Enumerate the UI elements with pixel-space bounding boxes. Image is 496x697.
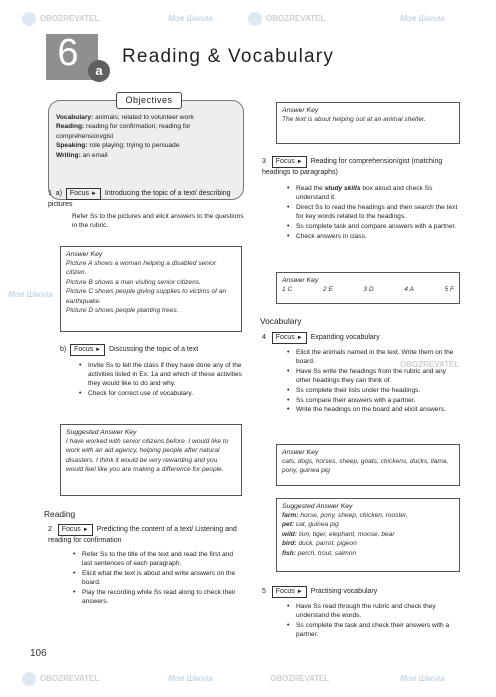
- focus-label: Focus ►: [272, 332, 307, 344]
- answer-key-title: Suggested Answer Key: [282, 503, 353, 510]
- answer-key-title: Answer Key: [282, 449, 319, 456]
- answer-value: 3 D: [363, 286, 374, 293]
- list-item: • Write the headings on the board and elicit answers.: [296, 405, 458, 414]
- answer-key-title: Answer Key: [282, 107, 319, 114]
- watermark-logo-icon: [248, 12, 262, 26]
- suggested-answer-key-box: [60, 424, 242, 496]
- exercise-1b-heading: b) Focus ► Discussing the topic of a text: [60, 344, 250, 356]
- watermark-text: Моя Школа: [400, 14, 445, 23]
- answer-key-row: pet: cat, guinea pig: [282, 521, 339, 529]
- list-item: • Ss complete the task and check their answers with a partner.: [296, 621, 458, 639]
- exercise-2-heading: 2 Focus ► Predicting the content of a text/ Listening and reading for confirmation: [48, 526, 237, 544]
- watermark-logo-icon: [22, 672, 36, 686]
- exercise-4-bullets: [286, 348, 458, 415]
- exercise-1b-bullets: [78, 361, 242, 399]
- answer-key-title: Answer Key: [282, 277, 319, 284]
- list-item: • Elicit the animals named in the text. Write them on the board.: [296, 348, 458, 366]
- watermark-text: Моя Школа: [168, 674, 213, 683]
- exercise-2-bullets: [72, 550, 244, 607]
- section-heading-vocabulary: Vocabulary: [260, 316, 302, 326]
- page-title: Reading & Vocabulary: [122, 46, 335, 67]
- objective-row: Reading: reading for confirmation; reading for comprehension/gist: [56, 123, 191, 140]
- arrow-right-icon: ►: [95, 347, 102, 353]
- list-item: • Check for correct use of vocabulary.: [88, 389, 242, 398]
- answer-key-values: [282, 285, 454, 294]
- answer-key-row: fish: perch, trout, salmon: [282, 549, 357, 557]
- answer-key-line: Picture D shows people planting trees.: [66, 307, 179, 315]
- watermark-text: OBOZREVATEL: [40, 14, 100, 23]
- list-item: • Ss compare their answers with a partner.: [296, 396, 458, 405]
- watermark-text: OBOZREVATEL: [40, 674, 100, 683]
- answer-key-row: farm: horse, pony, sheep, chicken, rooster,: [282, 512, 408, 519]
- arrow-right-icon: ►: [296, 159, 303, 165]
- list-item: • Play the recording while Ss read along to check their answers.: [82, 588, 244, 606]
- answer-value: 1 C: [282, 286, 293, 293]
- watermark-text: OBOZREVATEL: [400, 360, 460, 369]
- arrow-right-icon: ►: [296, 589, 303, 595]
- answer-key-row: wild: lion, tiger, elephant, moose, bear: [282, 530, 395, 538]
- focus-label: Focus ►: [70, 344, 105, 356]
- objectives-list: [56, 113, 238, 160]
- list-item: • Ss complete their lists under the headings.: [296, 386, 458, 395]
- answer-value: 2 E: [322, 286, 333, 293]
- list-item: • Have Ss write the headings from the rubric and any other headings they can think of.: [296, 367, 458, 385]
- answer-key-line: Picture B shows a man visiting senior citizens.: [66, 278, 201, 286]
- watermark-logo-icon: [22, 12, 36, 26]
- focus-label: Focus ►: [58, 524, 93, 536]
- arrow-right-icon: ►: [90, 191, 97, 197]
- exercise-3-heading: 3 Focus ► Reading for comprehension/gist (matching headings to paragraphs): [262, 158, 443, 176]
- arrow-right-icon: ►: [296, 335, 303, 341]
- answer-key-box: [276, 102, 460, 144]
- watermark-text: OBOZREVATEL: [266, 14, 326, 23]
- focus-label: Focus ►: [272, 586, 307, 598]
- list-item: • Ss complete task and compare answers with a partner.: [296, 222, 458, 231]
- list-item: • Check answers in class.: [296, 232, 458, 241]
- focus-label: Focus ►: [66, 188, 101, 200]
- list-item: • Have Ss read through the rubric and check they understand the words.: [296, 602, 458, 620]
- exercise-5-heading: 5 Focus ► Practising vocabulary: [262, 586, 470, 598]
- unit-letter: a: [88, 60, 110, 82]
- watermark-text: Моя Школа: [8, 290, 53, 299]
- arrow-right-icon: ►: [82, 527, 89, 533]
- objective-row: Speaking: role playing; trying to persuade: [56, 142, 180, 150]
- list-item: • Direct Ss to read the headings and then search the text for key words related to the headings.: [296, 203, 458, 221]
- list-item: • Refer Ss to the title of the text and read the first and last sentences of each paragraph.: [82, 550, 244, 568]
- answer-key-box: [276, 272, 460, 304]
- answer-key-box: [276, 444, 460, 486]
- list-item: • Elicit what the text is about and write answers on the board.: [82, 569, 244, 587]
- objectives-title: Objectives: [116, 92, 182, 109]
- objective-row: Writing: an email: [56, 151, 108, 159]
- answer-key-line: Picture C shows people giving supplies to victims of an earthquake.: [66, 288, 227, 305]
- page-number: 106: [30, 648, 47, 659]
- exercise-3-bullets: [286, 184, 458, 241]
- list-item: • Invite Ss to tell the class if they have done any of the activities listed in Ex. 1a and which of these activities they would like to do and why.: [88, 361, 242, 389]
- answer-key-row: bird: duck, parrot, pigeon: [282, 540, 357, 548]
- answer-key-text: The text is about helping out at an animal shelter.: [282, 116, 426, 123]
- exercise-1a-heading: 1 a) Focus ► Introducing the topic of a text/ describing pictures: [48, 190, 231, 208]
- list-item: • Read the study skills box aloud and check Ss understand it.: [296, 184, 458, 202]
- exercise-1a-body: Refer Ss to the pictures and elicit answers to the questions in the rubric.: [72, 213, 244, 230]
- objective-row: Vocabulary: animals; related to volunteer work: [56, 114, 194, 121]
- suggested-answer-key-box: [276, 498, 460, 572]
- watermark-text: Моя Школа: [400, 674, 445, 683]
- answer-key-line: Picture A shows a woman helping a disabled senior citizen.: [66, 260, 217, 277]
- unit-number: 6: [57, 32, 79, 74]
- answer-key-box: [60, 246, 242, 332]
- answer-key-text: cats, dogs, horses, sheep, goats, chickens, ducks, llama, pony, guinea pig: [282, 458, 449, 475]
- answer-value: 4 A: [404, 286, 414, 293]
- answer-key-title: Suggested Answer Key: [66, 429, 137, 436]
- answer-value: 5 F: [444, 286, 454, 293]
- answer-key-title: Answer Key: [66, 251, 103, 258]
- answer-key-text: I have worked with senior citizens before. I would like to work with an aid agency, helping people after natural disasters. I think it would be very rewarding and you would feel like you are making a difference for people.: [66, 438, 229, 474]
- watermark-text: Моя Школа: [168, 14, 213, 23]
- watermark-text: OBOZREVATEL: [270, 674, 330, 683]
- exercise-4-heading: 4 Focus ► Expanding vocabulary: [262, 332, 470, 344]
- section-heading-reading: Reading: [44, 509, 76, 519]
- focus-label: Focus ►: [272, 156, 307, 168]
- exercise-5-bullets: [286, 602, 458, 640]
